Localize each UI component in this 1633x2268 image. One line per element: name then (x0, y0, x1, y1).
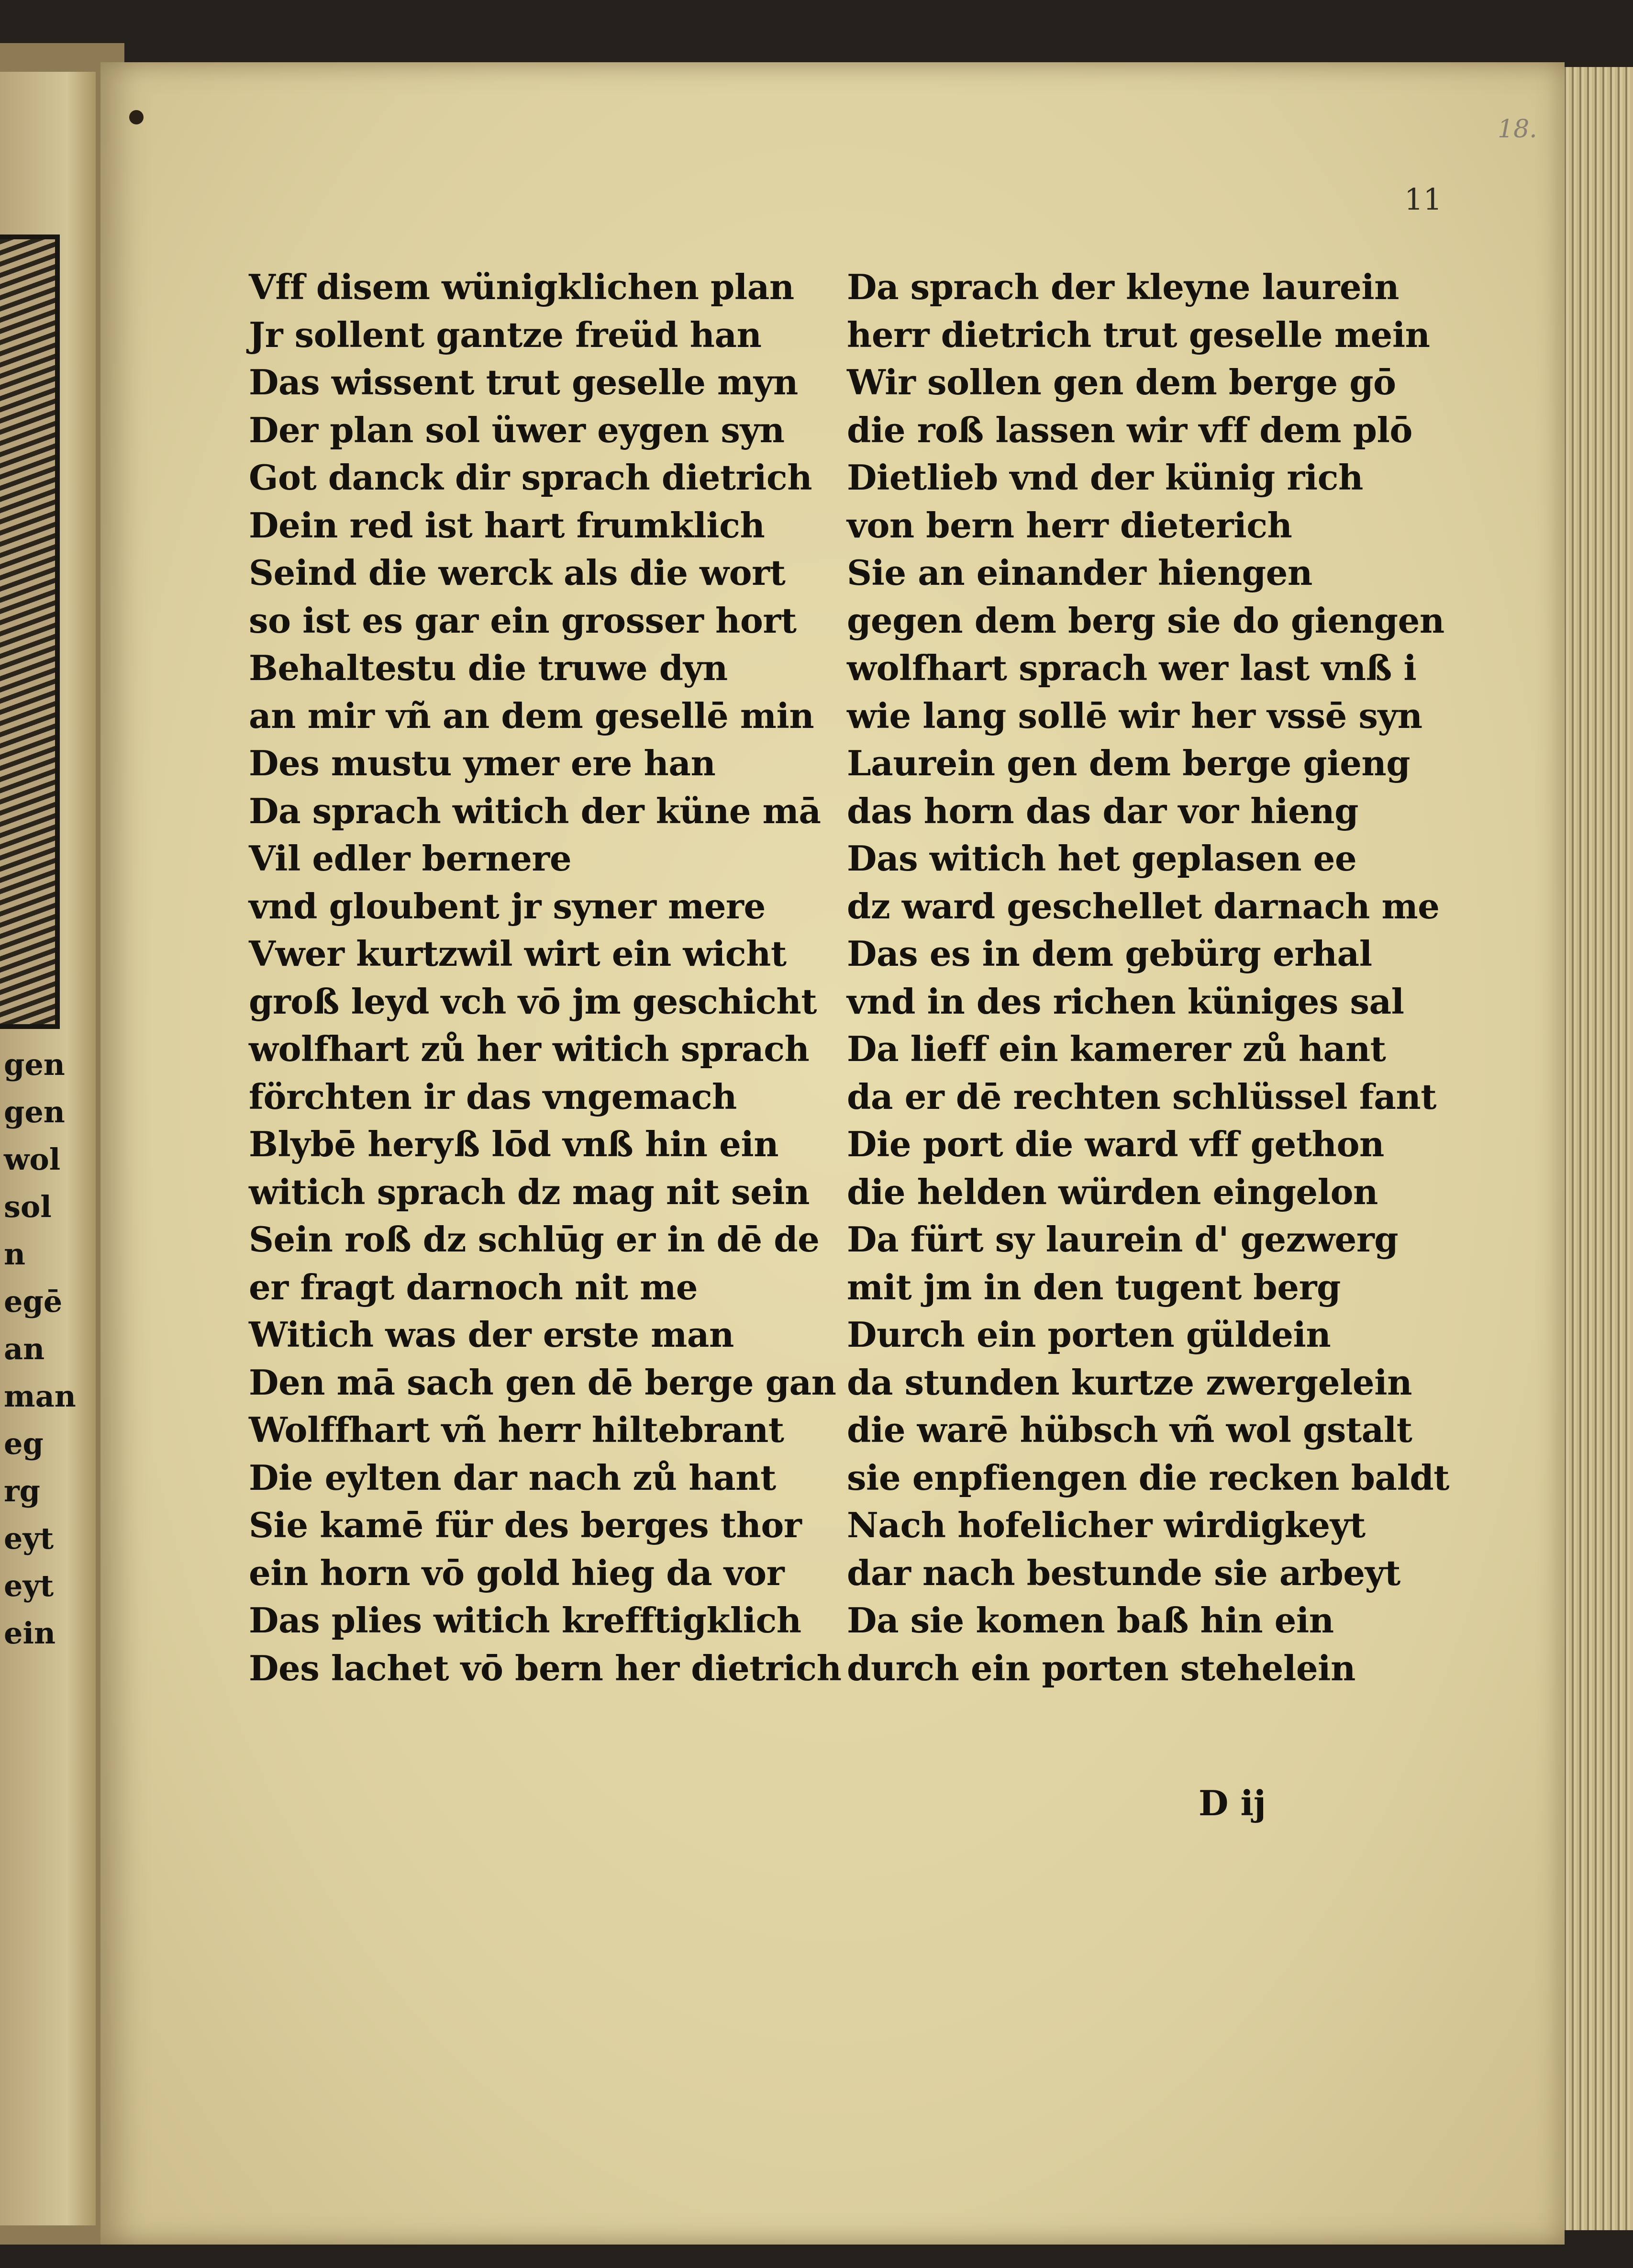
fragment-line: wol (4, 1142, 61, 1177)
pencil-folio-number: 18. (1498, 115, 1537, 144)
verse-line: Vil edler bernere (249, 838, 572, 879)
verse-line: Sie kamē für des berges thor (249, 1505, 802, 1545)
verse-line: er fragt darnoch nit me (249, 1266, 698, 1307)
verse-line: von bern herr dieterich (847, 504, 1292, 546)
verse-line: Vwer kurtzwil wirt ein wicht (249, 933, 787, 974)
verse-line: Jr sollent gantze freüd han (249, 314, 762, 355)
verse-line: Der plan sol üwer eygen syn (249, 409, 785, 450)
verse-line: die helden würden eingelon (847, 1171, 1378, 1212)
verse-line: an mir vñ an dem gesellē min (249, 695, 814, 736)
verse-line: dar nach bestunde sie arbeyt (847, 1552, 1400, 1593)
fragment-line: man (4, 1379, 76, 1414)
left-woodcut-illustration (0, 235, 60, 1029)
fragment-line: eg (4, 1426, 44, 1461)
verse-line: Witich was der erste man (249, 1314, 734, 1355)
right-text-column (847, 263, 1526, 1692)
verse-line: gegen dem berg sie do giengen (847, 600, 1444, 641)
verse-line: Seind die werck als die wort (249, 552, 786, 593)
fragment-line: egē (4, 1284, 63, 1319)
fragment-line: gen (4, 1047, 65, 1082)
verse-line: die warē hübsch vñ wol gstalt (847, 1409, 1412, 1450)
verse-line: Wir sollen gen dem berge gō (847, 362, 1396, 402)
verse-line: Das witich het geplasen ee (847, 838, 1357, 879)
verse-line: Behaltestu die truwe dyn (249, 648, 728, 688)
verse-line: Des mustu ymer ere han (249, 743, 716, 783)
verse-line: da stunden kurtze zwergelein (847, 1362, 1412, 1403)
fragment-line: an (4, 1331, 45, 1366)
verse-line: groß leyd vch vō jm geschicht (249, 981, 817, 1022)
fragment-line: n (4, 1237, 26, 1272)
verse-line: Durch ein porten güldein (847, 1314, 1331, 1355)
verse-line: so ist es gar ein grosser hort (249, 600, 797, 641)
fragment-line: gen (4, 1095, 65, 1129)
verse-line: herr dietrich trut geselle mein (847, 314, 1430, 355)
right-page (100, 62, 1565, 2245)
verse-line: wolfhart zů her witich sprach (249, 1028, 810, 1069)
verse-line: die roß lassen wir vff dem plō (847, 409, 1412, 450)
verse-line: Vff disem wünigklichen plan (249, 267, 794, 307)
verse-line: Das plies witich krefftigklich (249, 1600, 801, 1641)
verse-line: witich sprach dz mag nit sein (249, 1171, 810, 1212)
verse-line: wolfhart sprach wer last vnß i (847, 648, 1417, 688)
verse-line: durch ein porten stehelein (847, 1647, 1355, 1688)
fragment-line: eyt (4, 1568, 54, 1603)
verse-line: Da sie komen baß hin ein (847, 1600, 1334, 1641)
verse-line: wie lang sollē wir her vssē syn (847, 695, 1422, 736)
page-fore-edge (1561, 67, 1633, 2230)
fragment-line: ein (4, 1616, 56, 1651)
verse-line: Das wissent trut geselle myn (249, 362, 798, 402)
verse-line: Dietlieb vnd der künig rich (847, 457, 1363, 498)
verse-line: mit jm in den tugent berg (847, 1266, 1341, 1307)
verse-line: Blybē herуß lōd vnß hin ein (249, 1124, 779, 1164)
verse-line: Da fürt sy laurein d' gezwerg (847, 1219, 1399, 1260)
verse-line: Dein red ist hart frumklich (249, 504, 765, 546)
signature-mark: D ij (1199, 1783, 1266, 1823)
verse-line: dz ward geschellet darnach me (847, 885, 1440, 927)
verse-line: Laurein gen dem berge gieng (847, 743, 1411, 783)
verse-line: Sein roß dz schlūg er in dē de (249, 1219, 820, 1260)
verse-line: Die port die ward vff gethon (847, 1124, 1384, 1164)
fragment-line: sol (4, 1189, 52, 1224)
verse-line: vnd gloubent jr syner mere (249, 885, 766, 927)
verse-line: Da lieff ein kamerer zů hant (847, 1028, 1386, 1069)
verse-line: Nach hofelicher wirdigkeyt (847, 1505, 1366, 1545)
fragment-line: rg (4, 1474, 41, 1508)
verse-line: Da sprach witich der küne mā (249, 790, 821, 831)
verse-line: Wolffhart vñ herr hiltebrant (249, 1409, 784, 1450)
verse-line: Got danck dir sprach dietrich (249, 457, 812, 498)
verse-line: Da sprach der kleyne laurein (847, 267, 1399, 307)
verse-line: Das es in dem gebürg erhal (847, 933, 1372, 974)
verse-line: Die eylten dar nach zů hant (249, 1457, 776, 1498)
verse-line: Sie an einander hiengen (847, 552, 1312, 593)
verse-line: Den mā sach gen dē berge gan (249, 1362, 836, 1403)
verse-line: da er dē rechten schlüssel fant (847, 1076, 1436, 1117)
left-page-text-fragment (4, 1041, 90, 1657)
verse-line: vnd in des richen küniges sal (847, 981, 1404, 1022)
left-text-column (249, 263, 842, 1692)
ink-folio-number: 11 (1404, 182, 1442, 217)
verse-line: förchten ir das vngemach (249, 1076, 737, 1117)
verse-line: das horn das dar vor hieng (847, 790, 1358, 831)
verse-line: sie enpfiengen die recken baldt (847, 1457, 1450, 1498)
verse-line: Des lachet vō bern her dietrich (249, 1647, 842, 1688)
verse-line: ein horn vō gold hieg da vor (249, 1552, 785, 1593)
fragment-line: eyt (4, 1521, 54, 1556)
ink-blot (129, 110, 144, 124)
